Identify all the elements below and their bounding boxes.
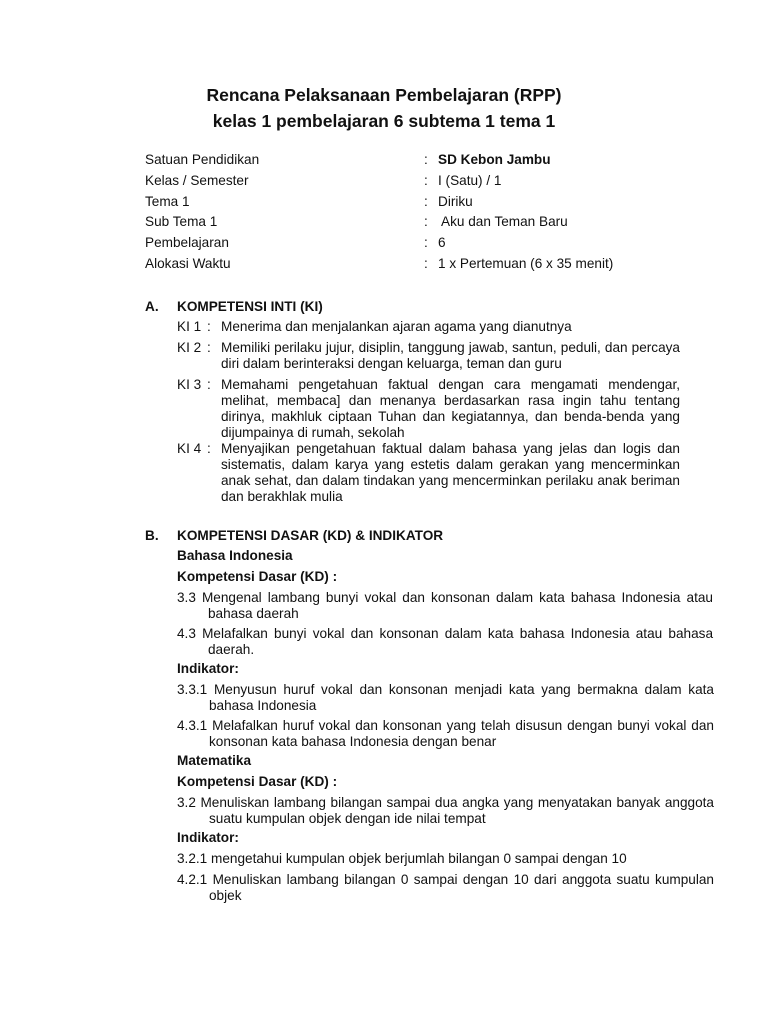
kd-number: 4.3 bbox=[177, 626, 196, 641]
ki-code: KI 2 bbox=[177, 340, 202, 355]
indikator-item bbox=[177, 718, 714, 750]
ki-colon: : bbox=[207, 441, 211, 456]
ki-code: KI 4 bbox=[177, 441, 202, 456]
indikator-text: Menuliskan lambang bilangan 0 sampai dengan 10 dari anggota suatu kumpulan objek bbox=[209, 872, 714, 903]
ki-item bbox=[177, 319, 680, 335]
identity-colon: : bbox=[424, 152, 428, 167]
identity-label: Tema 1 bbox=[145, 193, 190, 209]
kd-heading: Kompetensi Dasar (KD) : bbox=[177, 569, 338, 584]
kd-text: Mengenal lambang bunyi vokal dan konsonan dalam kata bahasa Indonesia atau bahasa daerah bbox=[201, 590, 713, 621]
indikator-text: mengetahui kumpulan objek berjumlah bilangan 0 sampai dengan 10 bbox=[211, 851, 627, 866]
kd-text: Menuliskan lambang bilangan sampai dua angka yang menyatakan banyak anggota suatu kumpulan objek dengan ide nilai tempat bbox=[200, 795, 714, 826]
identity-colon: : bbox=[424, 214, 428, 230]
ki-text: Menyajikan pengetahuan faktual dalam bahasa yang jelas dan logis dan sistematis, dalam karya yang estetis dalam gerakan yang mencerminkan anak sehat, dan dalam tindakan yang mencerminkan perilaku anak beriman dan berakhlak mulia bbox=[221, 441, 680, 504]
identity-value: SD Kebon Jambu bbox=[438, 152, 551, 167]
subject-heading: Bahasa Indonesia bbox=[177, 548, 293, 563]
identity-value: 1 x Pertemuan (6 x 35 menit) bbox=[438, 255, 614, 271]
identity-label: Alokasi Waktu bbox=[145, 255, 231, 271]
identity-colon: : bbox=[424, 172, 428, 188]
subject-heading: Matematika bbox=[177, 753, 252, 768]
identity-label: Pembelajaran bbox=[145, 235, 229, 251]
identity-colon: : bbox=[424, 193, 428, 209]
ki-item bbox=[177, 441, 680, 505]
identity-value: Diriku bbox=[438, 193, 473, 209]
kd-number: 3.2 bbox=[177, 795, 196, 810]
section-b-title: KOMPETENSI DASAR (KD) & INDIKATOR bbox=[177, 528, 444, 543]
document-subtitle: kelas 1 pembelajaran 6 subtema 1 tema 1 bbox=[212, 111, 556, 131]
ki-code: KI 1 bbox=[177, 319, 202, 334]
identity-colon: : bbox=[424, 235, 428, 251]
identity-value: Aku dan Teman Baru bbox=[438, 214, 568, 230]
indikator-heading: Indikator: bbox=[177, 661, 239, 676]
ki-text: Memiliki perilaku jujur, disiplin, tanggung jawab, santun, peduli, dan percaya diri dalam berinteraksi dengan keluarga, teman dan guru bbox=[221, 340, 680, 371]
ki-colon: : bbox=[207, 319, 211, 334]
indikator-text: Melafalkan huruf vokal dan konsonan yang telah disusun dengan bunyi vokal dan konsonan kata bahasa Indonesia dengan benar bbox=[209, 718, 714, 749]
kd-item bbox=[177, 590, 713, 622]
document-title: Rencana Pelaksanaan Pembelajaran (RPP) bbox=[206, 85, 562, 105]
indikator-item bbox=[177, 851, 714, 867]
identity-label: Kelas / Semester bbox=[145, 172, 249, 188]
ki-item bbox=[177, 340, 680, 372]
kd-heading: Kompetensi Dasar (KD) : bbox=[177, 774, 338, 789]
identity-label: Sub Tema 1 bbox=[145, 214, 218, 230]
identity-colon: : bbox=[424, 255, 428, 271]
indikator-number: 4.2.1 bbox=[177, 872, 208, 887]
identity-label: Satuan Pendidikan bbox=[145, 152, 260, 167]
section-b-letter: B. bbox=[145, 528, 159, 543]
indikator-number: 3.2.1 bbox=[177, 851, 208, 866]
kd-item bbox=[177, 795, 714, 827]
indikator-heading: Indikator: bbox=[177, 830, 239, 845]
indikator-number: 4.3.1 bbox=[177, 718, 208, 733]
identity-value: I (Satu) / 1 bbox=[438, 172, 502, 188]
identity-value: 6 bbox=[438, 235, 446, 251]
kd-text: Melafalkan bunyi vokal dan konsonan dalam kata bahasa Indonesia atau bahasa daerah. bbox=[202, 626, 713, 657]
indikator-text: Menyusun huruf vokal dan konsonan menjadi kata yang bermakna dalam kata bahasa Indonesia bbox=[209, 682, 714, 713]
ki-colon: : bbox=[207, 340, 211, 355]
kd-number: 3.3 bbox=[177, 590, 196, 605]
ki-code: KI 3 bbox=[177, 377, 202, 392]
ki-text: Memahami pengetahuan faktual dengan cara mengamati mendengar, melihat, membaca] dan menanya berdasarkan rasa ingin tahu tentang dirinya, makhluk ciptaan Tuhan dan kegiatannya, dan benda-benda yang dijumpainya di rumah, sekolah bbox=[221, 377, 680, 440]
ki-colon: : bbox=[207, 377, 211, 392]
ki-item bbox=[177, 377, 680, 441]
ki-text: Menerima dan menjalankan ajaran agama yang dianutnya bbox=[221, 319, 572, 334]
indikator-item bbox=[177, 872, 714, 904]
section-a-title: KOMPETENSI INTI (KI) bbox=[177, 299, 323, 314]
indikator-item bbox=[177, 682, 714, 714]
indikator-number: 3.3.1 bbox=[177, 682, 208, 697]
kd-item bbox=[177, 626, 713, 658]
section-a-letter: A. bbox=[145, 299, 159, 314]
